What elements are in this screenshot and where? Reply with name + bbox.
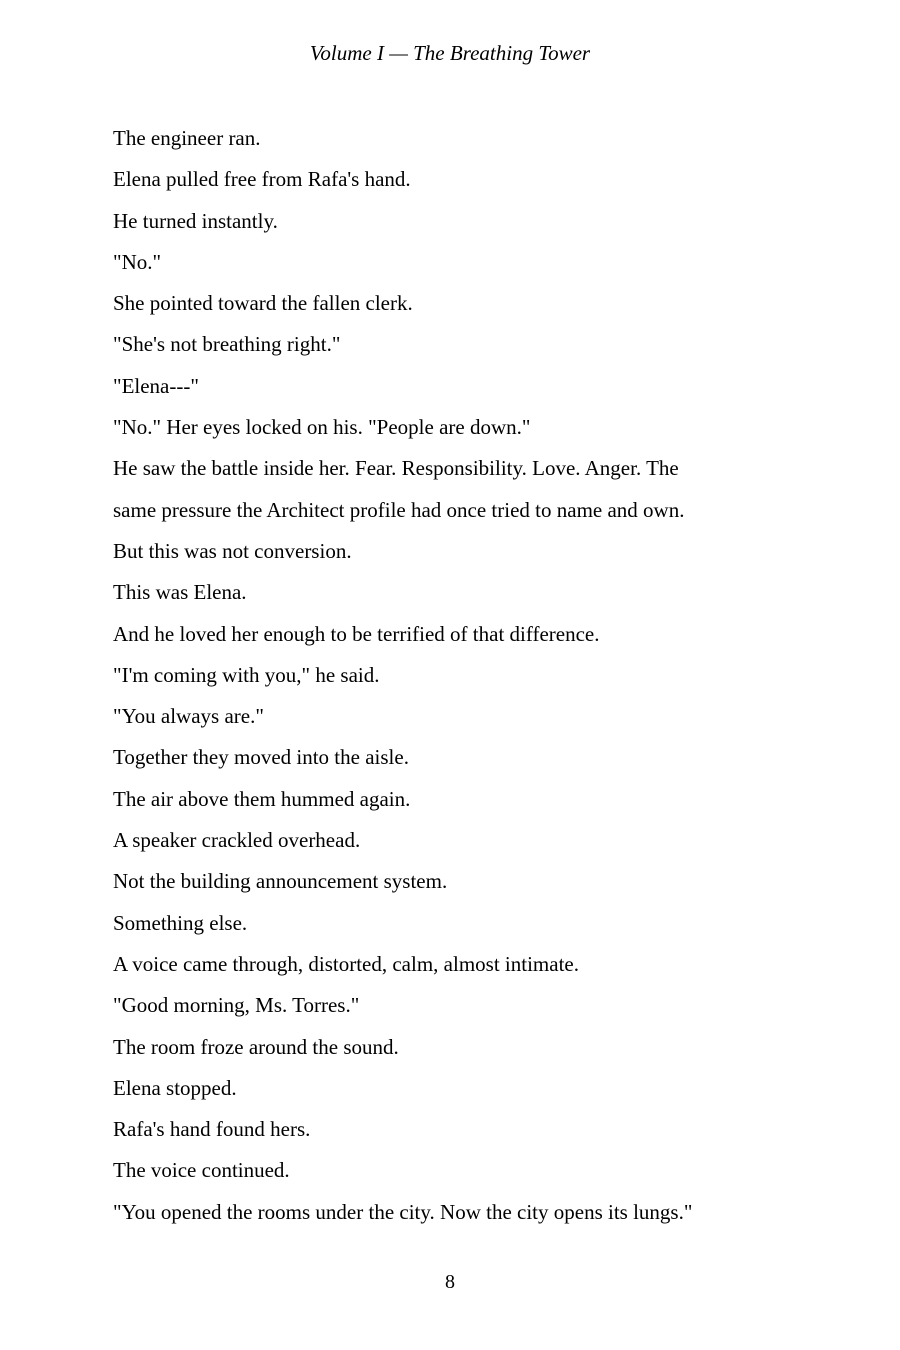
body-text	[113, 118, 793, 1233]
paragraph: "No." Her eyes locked on his. "People are down."	[113, 415, 531, 440]
running-header: Volume I — The Breathing Tower	[309, 41, 591, 65]
paragraph: Elena pulled free from Rafa's hand.	[113, 167, 411, 192]
paragraph: The voice continued.	[113, 1158, 290, 1183]
paragraph: She pointed toward the fallen clerk.	[113, 291, 413, 316]
paragraph: Elena stopped.	[113, 1075, 237, 1100]
page-number: 8	[445, 1271, 455, 1293]
paragraph: "You opened the rooms under the city. Now the city opens its lungs."	[113, 1199, 693, 1224]
paragraph: A speaker crackled overhead.	[113, 828, 361, 853]
paragraph: The room froze around the sound.	[113, 1034, 399, 1059]
paragraph: But this was not conversion.	[113, 538, 352, 563]
paragraph: Something else.	[113, 910, 248, 935]
paragraph: This was Elena.	[113, 580, 247, 605]
paragraph: He saw the battle inside her. Fear. Responsibility. Love. Anger. The	[113, 456, 679, 481]
paragraph: Not the building announcement system.	[113, 869, 448, 894]
paragraph: A voice came through, distorted, calm, almost intimate.	[113, 951, 579, 976]
paragraph: "Elena---"	[113, 373, 199, 398]
paragraph: "I'm coming with you," he said.	[113, 662, 380, 687]
paragraph: "She's not breathing right."	[113, 332, 341, 357]
paragraph: And he loved her enough to be terrified of that difference.	[113, 621, 600, 646]
paragraph: Together they moved into the aisle.	[113, 745, 409, 770]
paragraph: The engineer ran.	[113, 126, 261, 150]
paragraph: He turned instantly.	[113, 208, 278, 233]
paragraph: Rafa's hand found hers.	[113, 1117, 311, 1142]
paragraph: The air above them hummed again.	[113, 786, 411, 811]
paragraph: "Good morning, Ms. Torres."	[113, 993, 360, 1018]
paragraph: "You always are."	[113, 704, 264, 729]
paragraph: same pressure the Architect profile had once tried to name and own.	[113, 497, 685, 522]
paragraph: "No."	[113, 249, 162, 274]
